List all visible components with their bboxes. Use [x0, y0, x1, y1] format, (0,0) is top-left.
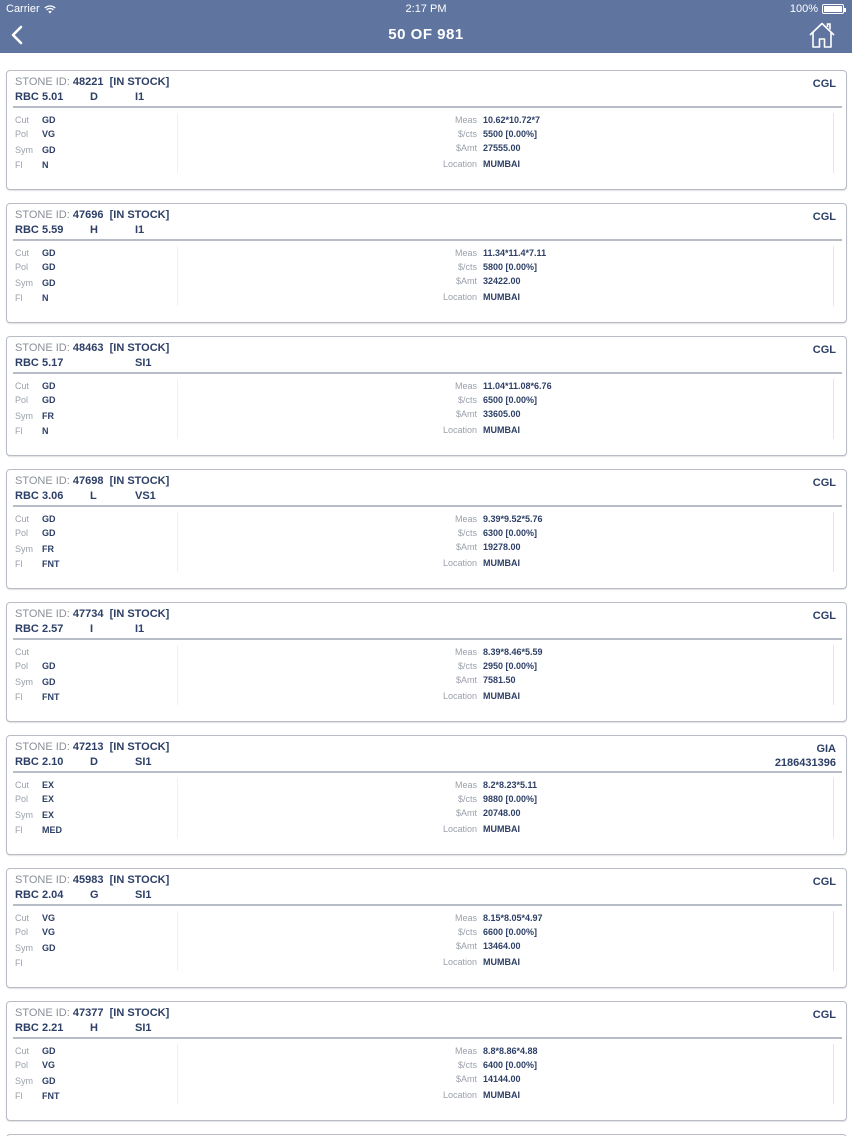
- lab-name: GIA: [816, 743, 836, 755]
- color-grade: I: [90, 623, 94, 635]
- stone-id-line: [15, 209, 169, 221]
- stone-id-value: 47698: [72, 475, 104, 487]
- column-divider: [177, 379, 178, 439]
- amount-row: [437, 409, 557, 423]
- price-per-carat-label: $/cts: [457, 1060, 477, 1070]
- amount-label: $Amt: [455, 941, 477, 951]
- stone-card[interactable]: [6, 602, 847, 722]
- divider: [13, 239, 842, 241]
- lab-name: CGL: [812, 78, 836, 90]
- column-divider: [177, 246, 178, 306]
- location-label: Location: [442, 957, 477, 967]
- price-per-carat-label: $/cts: [457, 262, 477, 272]
- clarity-grade: SI1: [135, 889, 152, 901]
- stone-id-line: [15, 475, 169, 487]
- clarity-grade: I1: [135, 623, 145, 635]
- stone-id-line: [15, 342, 169, 354]
- polish-value: VG: [42, 927, 56, 937]
- stone-card[interactable]: [6, 469, 847, 589]
- stone-id-value: 47377: [72, 1007, 104, 1019]
- stone-card[interactable]: [6, 70, 847, 190]
- carat: 5.01: [42, 91, 64, 103]
- symmetry-label: Sym: [15, 145, 33, 155]
- amount-label: $Amt: [455, 409, 477, 419]
- measurement-value: 8.39*8.46*5.59: [483, 647, 543, 657]
- column-divider: [177, 645, 178, 705]
- price-per-carat-label: $/cts: [457, 129, 477, 139]
- price-per-carat-value: 5500 [0.00%]: [483, 129, 538, 139]
- location-row: [437, 1090, 557, 1104]
- fluorescence-label: Fl: [15, 293, 23, 303]
- stock-status: [IN STOCK]: [109, 874, 170, 886]
- stone-id-value: 45983: [72, 874, 104, 886]
- divider: [13, 1037, 842, 1039]
- lab-name: CGL: [812, 610, 836, 622]
- price-per-carat-row: [437, 1060, 557, 1074]
- stone-id-line: [15, 741, 169, 753]
- color-grade: G: [90, 889, 99, 901]
- clarity-grade: SI1: [135, 756, 152, 768]
- measurement-value: 8.2*8.23*5.11: [483, 780, 538, 790]
- amount-value: 13464.00: [483, 941, 521, 951]
- home-icon[interactable]: [808, 21, 836, 49]
- location-row: [437, 425, 557, 439]
- location-value: MUMBAI: [483, 957, 520, 967]
- column-divider: [177, 911, 178, 971]
- symmetry-value: FR: [42, 411, 54, 421]
- stone-id-value: 47213: [72, 741, 104, 753]
- measurement-value: 8.8*8.86*4.88: [483, 1046, 538, 1056]
- shape: RBC: [15, 490, 39, 502]
- stock-status: [IN STOCK]: [109, 342, 170, 354]
- location-row: [437, 292, 557, 306]
- stone-id-label: STONE ID:: [15, 608, 70, 620]
- fluorescence-label: Fl: [15, 1091, 23, 1101]
- divider: [13, 372, 842, 374]
- stone-card[interactable]: [6, 735, 847, 855]
- stock-status: [IN STOCK]: [109, 741, 170, 753]
- fluorescence-value: FNT: [42, 692, 60, 702]
- symmetry-label: Sym: [15, 810, 33, 820]
- location-label: Location: [442, 1090, 477, 1100]
- cut-value: GD: [42, 115, 56, 125]
- color-grade: D: [90, 756, 98, 768]
- symmetry-value: GD: [42, 943, 56, 953]
- carat: 2.04: [42, 889, 64, 901]
- amount-value: 33605.00: [483, 409, 521, 419]
- stone-id-value: 48221: [72, 76, 104, 88]
- shape: RBC: [15, 357, 39, 369]
- lab-info: [813, 609, 836, 623]
- symmetry-label: Sym: [15, 1076, 33, 1086]
- shape: RBC: [15, 224, 39, 236]
- measurement-label: Meas: [454, 381, 477, 391]
- measurement-value: 8.15*8.05*4.97: [483, 913, 543, 923]
- location-label: Location: [442, 159, 477, 169]
- symmetry-value: EX: [42, 810, 55, 820]
- carat: 5.59: [42, 224, 64, 236]
- polish-label: Pol: [15, 528, 29, 538]
- shape: RBC: [15, 1022, 39, 1034]
- cut-label: Cut: [15, 115, 30, 125]
- measurement-label: Meas: [454, 248, 477, 258]
- price-per-carat-row: [437, 129, 557, 143]
- polish-value: VG: [42, 1060, 56, 1070]
- price-per-carat-row: [437, 927, 557, 941]
- fluorescence-label: Fl: [15, 692, 23, 702]
- amount-label: $Amt: [455, 675, 477, 685]
- polish-label: Pol: [15, 262, 29, 272]
- polish-label: Pol: [15, 395, 29, 405]
- carat: 3.06: [42, 490, 64, 502]
- polish-value: VG: [42, 129, 56, 139]
- polish-value: GD: [42, 262, 56, 272]
- location-label: Location: [442, 558, 477, 568]
- column-divider: [177, 1044, 178, 1104]
- symmetry-label: Sym: [15, 943, 33, 953]
- lab-name: CGL: [812, 344, 836, 356]
- stock-status: [IN STOCK]: [109, 1007, 170, 1019]
- cut-label: Cut: [15, 1046, 30, 1056]
- location-value: MUMBAI: [483, 425, 520, 435]
- measurement-label: Meas: [454, 780, 477, 790]
- stone-id-value: 48463: [72, 342, 104, 354]
- lab-info: [775, 742, 836, 770]
- location-label: Location: [442, 292, 477, 302]
- amount-value: 32422.00: [483, 276, 521, 286]
- shape: RBC: [15, 91, 39, 103]
- amount-row: [437, 542, 557, 556]
- polish-label: Pol: [15, 661, 29, 671]
- measurement-label: Meas: [454, 913, 477, 923]
- amount-value: 7581.50: [483, 675, 516, 685]
- measurement-row: [437, 1046, 557, 1060]
- divider: [13, 106, 842, 108]
- fluorescence-value: N: [42, 293, 49, 303]
- polish-value: GD: [42, 395, 56, 405]
- amount-label: $Amt: [455, 276, 477, 286]
- stock-status: [IN STOCK]: [109, 475, 170, 487]
- battery-percent: 100%: [789, 3, 818, 15]
- measurement-row: [437, 647, 557, 661]
- measurement-value: 11.34*11.4*7.11: [483, 248, 547, 258]
- fluorescence-label: Fl: [15, 160, 23, 170]
- location-value: MUMBAI: [483, 292, 520, 302]
- symmetry-value: FR: [42, 544, 54, 554]
- symmetry-label: Sym: [15, 544, 33, 554]
- cut-label: Cut: [15, 647, 30, 657]
- amount-label: $Amt: [455, 1074, 477, 1084]
- location-value: MUMBAI: [483, 691, 520, 701]
- edge-divider: [833, 1044, 834, 1104]
- price-per-carat-value: 2950 [0.00%]: [483, 661, 538, 671]
- fluorescence-label: Fl: [15, 426, 23, 436]
- navigation-bar: [0, 18, 852, 53]
- edge-divider: [833, 512, 834, 572]
- fluorescence-value: N: [42, 160, 49, 170]
- price-per-carat-row: [437, 794, 557, 808]
- stock-status: [IN STOCK]: [109, 608, 170, 620]
- lab-info: [813, 476, 836, 490]
- location-row: [437, 558, 557, 572]
- fluorescence-value: N: [42, 426, 49, 436]
- carrier-label: Carrier: [6, 3, 40, 15]
- clarity-grade: I1: [135, 224, 145, 236]
- lab-info: [813, 875, 836, 889]
- amount-value: 19278.00: [483, 542, 521, 552]
- cut-value: GD: [42, 514, 56, 524]
- amount-label: $Amt: [455, 143, 477, 153]
- polish-label: Pol: [15, 794, 29, 804]
- stone-card[interactable]: [6, 1001, 847, 1121]
- stone-id-label: STONE ID:: [15, 1007, 70, 1019]
- stone-id-value: 47696: [72, 209, 104, 221]
- cut-label: Cut: [15, 514, 30, 524]
- shape: RBC: [15, 756, 39, 768]
- measurement-value: 11.04*11.08*6.76: [483, 381, 552, 391]
- edge-divider: [833, 645, 834, 705]
- stone-id-line: [15, 1007, 169, 1019]
- price-per-carat-row: [437, 262, 557, 276]
- location-row: [437, 824, 557, 838]
- fluorescence-value: FNT: [42, 559, 60, 569]
- symmetry-value: GD: [42, 278, 56, 288]
- amount-row: [437, 941, 557, 955]
- stone-card[interactable]: [6, 336, 847, 456]
- amount-value: 14144.00: [483, 1074, 521, 1084]
- stone-id-label: STONE ID:: [15, 741, 70, 753]
- amount-label: $Amt: [455, 808, 477, 818]
- measurement-row: [437, 115, 557, 129]
- shape: RBC: [15, 889, 39, 901]
- stone-id-label: STONE ID:: [15, 209, 70, 221]
- lab-info: [813, 343, 836, 357]
- price-per-carat-row: [437, 528, 557, 542]
- measurement-value: 9.39*9.52*5.76: [483, 514, 543, 524]
- measurement-row: [437, 780, 557, 794]
- clarity-grade: SI1: [135, 1022, 152, 1034]
- cut-label: Cut: [15, 913, 30, 923]
- cut-label: Cut: [15, 248, 30, 258]
- carat: 2.10: [42, 756, 64, 768]
- cut-value: EX: [42, 780, 55, 790]
- divider: [13, 638, 842, 640]
- cut-value: VG: [42, 913, 56, 923]
- color-grade: L: [90, 490, 97, 502]
- price-per-carat-value: 6300 [0.00%]: [483, 528, 538, 538]
- shape: RBC: [15, 623, 39, 635]
- stone-id-label: STONE ID:: [15, 76, 70, 88]
- price-per-carat-value: 6600 [0.00%]: [483, 927, 538, 937]
- symmetry-value: GD: [42, 677, 56, 687]
- polish-value: GD: [42, 528, 56, 538]
- carat: 5.17: [42, 357, 64, 369]
- clarity-grade: VS1: [135, 490, 156, 502]
- stone-id-label: STONE ID:: [15, 475, 70, 487]
- fluorescence-label: Fl: [15, 559, 23, 569]
- lab-name: CGL: [812, 211, 836, 223]
- price-per-carat-row: [437, 661, 557, 675]
- stone-id-label: STONE ID:: [15, 874, 70, 886]
- measurement-row: [437, 514, 557, 528]
- measurement-label: Meas: [454, 647, 477, 657]
- location-value: MUMBAI: [483, 159, 520, 169]
- lab-info: [813, 1008, 836, 1022]
- carat: 2.21: [42, 1022, 64, 1034]
- column-divider: [177, 778, 178, 838]
- polish-value: GD: [42, 661, 56, 671]
- location-value: MUMBAI: [483, 824, 520, 834]
- price-per-carat-value: 9880 [0.00%]: [483, 794, 538, 804]
- cut-value: GD: [42, 1046, 56, 1056]
- divider: [13, 505, 842, 507]
- lab-info: [813, 210, 836, 224]
- divider: [13, 771, 842, 773]
- price-per-carat-value: 5800 [0.00%]: [483, 262, 538, 272]
- location-row: [437, 957, 557, 971]
- fluorescence-label: Fl: [15, 958, 23, 968]
- price-per-carat-label: $/cts: [457, 927, 477, 937]
- page-title: 50 OF 981: [388, 26, 464, 43]
- stone-card[interactable]: [6, 203, 847, 323]
- edge-divider: [833, 778, 834, 838]
- stone-id-value: 47734: [72, 608, 104, 620]
- measurement-row: [437, 248, 557, 262]
- stone-id-line: [15, 608, 169, 620]
- battery-indicator: [790, 3, 844, 15]
- color-grade: D: [90, 91, 98, 103]
- polish-label: Pol: [15, 927, 29, 937]
- edge-divider: [833, 911, 834, 971]
- color-grade: H: [90, 224, 98, 236]
- color-grade: H: [90, 1022, 98, 1034]
- amount-value: 27555.00: [483, 143, 521, 153]
- lab-name: CGL: [812, 876, 836, 888]
- stone-id-label: STONE ID:: [15, 342, 70, 354]
- lab-info: [813, 77, 836, 91]
- stone-card[interactable]: [6, 868, 847, 988]
- price-per-carat-label: $/cts: [457, 395, 477, 405]
- location-label: Location: [442, 824, 477, 834]
- amount-row: [437, 675, 557, 689]
- amount-row: [437, 143, 557, 157]
- symmetry-label: Sym: [15, 278, 33, 288]
- edge-divider: [833, 113, 834, 173]
- fluorescence-label: Fl: [15, 825, 23, 835]
- location-label: Location: [442, 691, 477, 701]
- stone-id-line: [15, 874, 169, 886]
- symmetry-value: GD: [42, 1076, 56, 1086]
- battery-icon: [822, 4, 844, 14]
- carat: 2.57: [42, 623, 64, 635]
- amount-row: [437, 808, 557, 822]
- stock-status: [IN STOCK]: [109, 209, 170, 221]
- certificate-number: 2186431396: [774, 757, 836, 769]
- polish-value: EX: [42, 794, 55, 804]
- cut-label: Cut: [15, 381, 30, 391]
- measurement-row: [437, 381, 557, 395]
- lab-name: CGL: [812, 477, 836, 489]
- amount-row: [437, 1074, 557, 1088]
- cut-value: GD: [42, 381, 56, 391]
- price-per-carat-value: 6500 [0.00%]: [483, 395, 538, 405]
- polish-label: Pol: [15, 1060, 29, 1070]
- column-divider: [177, 512, 178, 572]
- edge-divider: [833, 379, 834, 439]
- status-bar: [0, 0, 852, 18]
- location-row: [437, 159, 557, 173]
- symmetry-label: Sym: [15, 411, 33, 421]
- amount-row: [437, 276, 557, 290]
- divider: [13, 904, 842, 906]
- price-per-carat-label: $/cts: [457, 661, 477, 671]
- measurement-row: [437, 913, 557, 927]
- price-per-carat-value: 6400 [0.00%]: [483, 1060, 538, 1070]
- stone-id-line: [15, 76, 169, 88]
- measurement-label: Meas: [454, 115, 477, 125]
- cut-value: GD: [42, 248, 56, 258]
- measurement-label: Meas: [454, 1046, 477, 1056]
- stock-status: [IN STOCK]: [109, 76, 170, 88]
- amount-label: $Amt: [455, 542, 477, 552]
- clock: 2:17 PM: [405, 3, 447, 15]
- column-divider: [177, 113, 178, 173]
- fluorescence-value: FNT: [42, 1091, 60, 1101]
- location-label: Location: [442, 425, 477, 435]
- price-per-carat-label: $/cts: [457, 528, 477, 538]
- price-per-carat-row: [437, 395, 557, 409]
- price-per-carat-label: $/cts: [457, 794, 477, 804]
- edge-divider: [833, 246, 834, 306]
- lab-name: CGL: [812, 1009, 836, 1021]
- measurement-value: 10.62*10.72*7: [483, 115, 541, 125]
- location-value: MUMBAI: [483, 1090, 520, 1100]
- clarity-grade: SI1: [135, 357, 152, 369]
- amount-value: 20748.00: [483, 808, 521, 818]
- symmetry-value: GD: [42, 145, 56, 155]
- symmetry-label: Sym: [15, 677, 33, 687]
- measurement-label: Meas: [454, 514, 477, 524]
- clarity-grade: I1: [135, 91, 145, 103]
- location-value: MUMBAI: [483, 558, 520, 568]
- polish-label: Pol: [15, 129, 29, 139]
- location-row: [437, 691, 557, 705]
- cut-label: Cut: [15, 780, 30, 790]
- fluorescence-value: MED: [42, 825, 62, 835]
